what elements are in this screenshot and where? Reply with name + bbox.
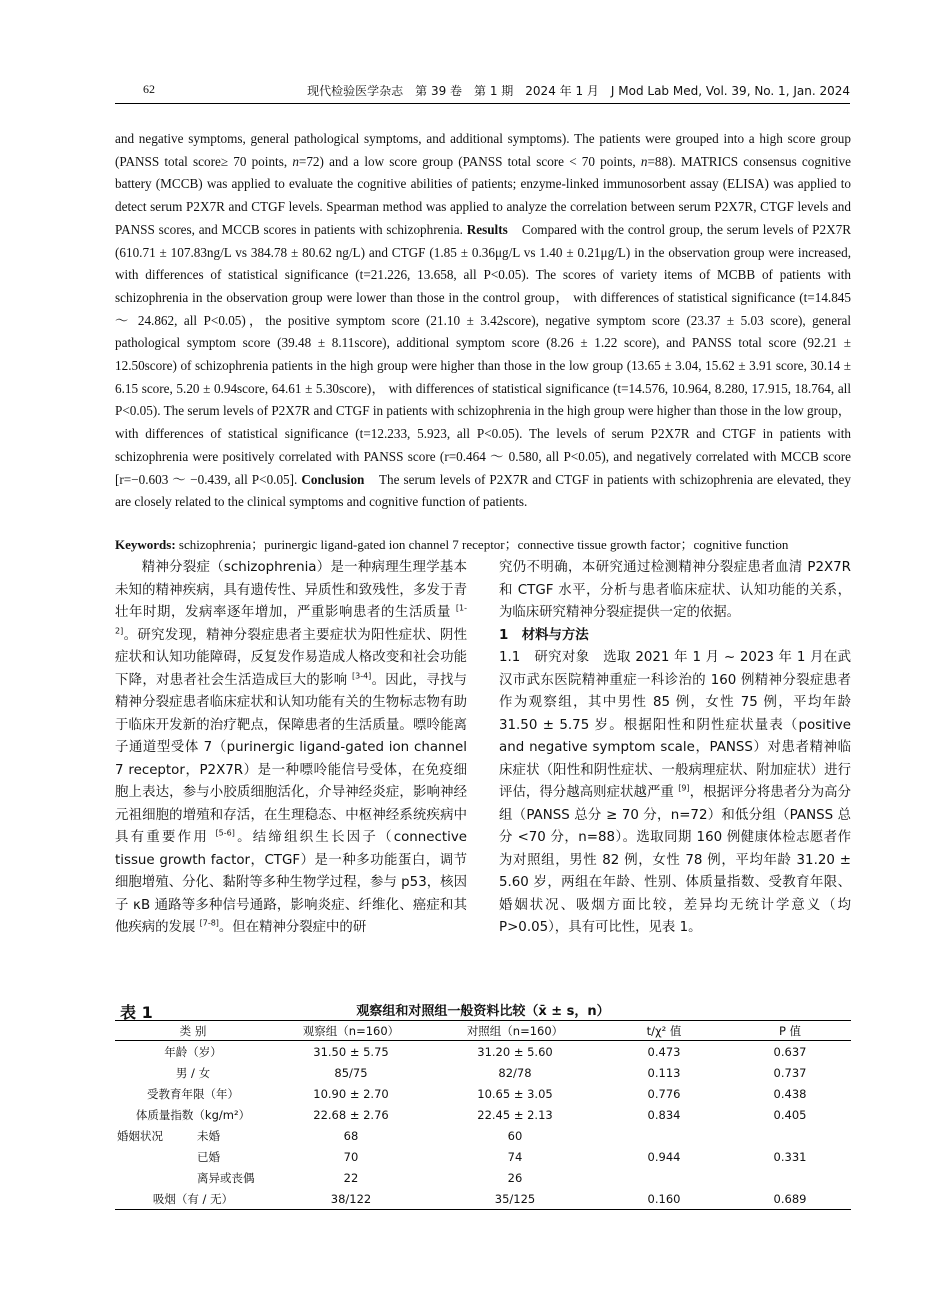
table-header-row bbox=[115, 1021, 851, 1041]
abstract-n-symbol-2: n bbox=[640, 153, 648, 169]
table-row bbox=[115, 1167, 851, 1188]
table-cell: 10.65 ± 3.05 bbox=[477, 1086, 553, 1101]
table-caption: 观察组和对照组一般资料比较（x̄ ± s，n） bbox=[356, 1004, 610, 1019]
table-row bbox=[115, 1104, 851, 1125]
citation: [3-4] bbox=[351, 671, 372, 681]
table-cell bbox=[599, 1167, 729, 1188]
table-row bbox=[115, 1041, 851, 1063]
table-row bbox=[115, 1188, 851, 1210]
table-cell: 吸烟（有 / 无） bbox=[115, 1188, 271, 1210]
intro-text: 精神分裂症（schizophrenia）是一种病理生理学基本未知的精神疾病，具有遗传性、异质性和致残性，多发于青壮年时期，发病率逐年增加，严重影响患者的生活质量 bbox=[115, 560, 467, 620]
results-label: Results bbox=[466, 221, 508, 237]
table-cell: 60 bbox=[507, 1128, 523, 1143]
comparison-table bbox=[115, 1020, 851, 1210]
intro-text-d: 。结缔组织生长因子（connective tissue growth factor，CTGF）是一种多功能蛋白，调节细胞增殖、分化、黏附等多种生物学过程，参与 p53，核因子 κB 通路等多种信号通路，影响炎症、纤维化、癌症和其他疾病的发展 bbox=[115, 830, 467, 935]
table-row bbox=[115, 1062, 851, 1083]
running-header: 现代检验医学杂志 第 39 卷 第 1 期 2024 年 1 月 J Mod Lab Med, Vol. 39, No. 1, Jan. 2024 bbox=[307, 84, 850, 98]
table-cell: 0.473 bbox=[647, 1044, 681, 1059]
page-number: 62 bbox=[143, 82, 155, 96]
results-text: Compared with the control group, the serum levels of P2X7R (610.71 ± 107.83ng/L vs 384.78 ± 80.62 ng/L) and CTGF (1.85 ± 0.36μg/L vs 1.40 ± 0.21μg/L) in the observation group were increased, with differences of statistical significance (t=21.226, 13.658, all P<0.05). The scores of variety items of MCBB of patients with schizophrenia in the observation group were lower than those in the control group， with differences of statistical significance (t=14.845 ～ 24.862, all P<0.05)，the positive symptom score (21.10 ± 3.42score), negative symptom score (23.37 ± 5.03 score), general pathological symptom score (39.48 ± 8.11score), additional symptom score (8.26 ± 1.22 score), and PANSS total score (92.21 ± 12.50score) of schizophrenia patients in the high group were higher than those in the low group (13.65 ± 3.04, 15.62 ± 3.91 score, 30.14 ± 6.15 score, 5.20 ± 0.94score, 64.61 ± 5.30score)， with differences of statistical significance (t=14.576, 10.964, 8.280, 17.915, 18.764, all P<0.05). The serum levels of P2X7R and CTGF in patients with schizophrenia in the high group were higher than those in the low group，with differences of statistical significance (t=12.233, 5.923, all P<0.05). The levels of serum P2X7R and CTGF in patients with schizophrenia were positively correlated with PANSS score (r=0.464 ～ 0.580, all P<0.05), and negatively correlated with MCCB score [r=−0.603 ～ −0.439, all P<0.05]. bbox=[115, 221, 851, 487]
header-rule bbox=[115, 103, 850, 104]
table-header-cell: 观察组（n=160） bbox=[271, 1021, 431, 1041]
intro-text-e: 。但在精神分裂症中的研 bbox=[218, 920, 367, 935]
table-cell: 35/125 bbox=[431, 1188, 599, 1210]
conclusion-label: Conclusion bbox=[301, 471, 365, 487]
table-cell bbox=[115, 1167, 271, 1188]
table-cell: 38/122 bbox=[271, 1188, 431, 1210]
table-cell: 85/75 bbox=[334, 1065, 368, 1080]
english-abstract bbox=[115, 128, 851, 514]
table-row bbox=[115, 1125, 851, 1146]
body-left-column bbox=[115, 557, 467, 940]
subsection-text: 选取 2021 年 1 月 ~ 2023 年 1 月在武汉市武东医院精神重症一科诊治的 160 例精神分裂症患者作为观察组，其中男性 85 例，女性 75 例，平均年龄 31.50 ± 5.75 岁。根据阳性和阴性症状量表（positive and negative symptom scale，PANSS）对患者精神临床症状（阳性和阴性症状、一般病理症状、附加症状）进行评估，得分越高则症状越严重 bbox=[499, 650, 851, 800]
table-cell: 0.834 bbox=[647, 1107, 681, 1122]
table-row bbox=[115, 1083, 851, 1104]
citation: [7-8] bbox=[199, 918, 219, 928]
abstract-methods-text-b: =72) and a low score group (PANSS total score < 70 points, bbox=[298, 153, 641, 169]
section-heading: 1 材料与方法 bbox=[499, 627, 589, 643]
table-cell: 26 bbox=[507, 1170, 523, 1185]
row-subcategory: 未婚 bbox=[197, 1128, 220, 1143]
intro-text-b: 。研究发现，精神分裂症患者主要症状为阳性症状、阴性症状和认知功能障碍，反复发作易造成人格改变和社会功能下降，对患者社会生活造成巨大的影响 bbox=[115, 627, 467, 688]
table-cell: 0.737 bbox=[773, 1065, 807, 1080]
abstract-n-symbol: n bbox=[292, 153, 299, 169]
citation: [5-6] bbox=[215, 828, 235, 838]
conclusion-text: The serum levels of P2X7R and CTGF in patients with schizophrenia are elevated, they are closely related to the clinical symptoms and cognitive function of patients. bbox=[115, 471, 851, 510]
table-cell: 体质量指数（kg/m²） bbox=[135, 1107, 251, 1122]
table-row bbox=[115, 1146, 851, 1167]
table-cell: 22.45 ± 2.13 bbox=[477, 1107, 553, 1122]
intro-text-c: 。因此，寻找与精神分裂症患者临床症状和认知功能有关的生物标志物有助于临床开发新的治疗靶点，保障患者的生活质量。嘌呤能离子通道型受体 7（purinergic ligand-gated ion channel 7 receptor，P2X7R）是一种嘌呤能信号受体，在免疫细胞上表达，参与小胶质细胞活化，介导神经炎症，影响神经元祖细胞的增殖和存活，在生理稳态、中枢神经系统疾病中具有重要作用 bbox=[115, 672, 468, 845]
subsection-text-b: ，根据评分将患者分为高分组（PANSS 总分 ≥ 70 分，n=72）和低分组（PANSS 总分 <70 分，n=88）。选取同期 160 例健康体检志愿者作为对照组，男性 82 例，女性 78 例，平均年龄 31.20 ± 5.60 岁，两组在年龄、性别、体质量指数、受教育年限、婚姻状况、吸烟方面比较，差异均无统计学意义（均 P>0.05），具有可比性，见表 1。 bbox=[499, 785, 851, 935]
body-right-column bbox=[499, 557, 851, 940]
table-header-cell: 类 别 bbox=[115, 1021, 271, 1041]
table-cell: 0.113 bbox=[647, 1065, 681, 1080]
table-cell: 22.68 ± 2.76 bbox=[313, 1107, 389, 1122]
table-cell: 0.637 bbox=[773, 1044, 807, 1059]
table-cell: 0.944 bbox=[647, 1149, 681, 1164]
table-cell: 0.160 bbox=[599, 1188, 729, 1210]
keywords-label: Keywords: bbox=[115, 537, 176, 552]
table-cell: 男 / 女 bbox=[175, 1065, 211, 1080]
row-subcategory: 离异或丧偶 bbox=[197, 1170, 255, 1185]
table-cell bbox=[729, 1125, 851, 1146]
table-cell: 31.50 ± 5.75 bbox=[313, 1044, 389, 1059]
abstract-methods-text-c: =88). MATRICS consensus cognitive battery (MCCB) was applied to evaluate the cognitive abilities of patients; enzyme-linked immunosorbent assay (ELISA) was applied to detect serum P2X7R and CTGF levels. Spearman method was applied to analyze the correlation between serum P2X7R, CTGF levels and PANSS scores, and MCCB scores in patients with schizophrenia. bbox=[115, 153, 851, 237]
row-category: 婚姻状况 bbox=[117, 1128, 163, 1143]
abstract-methods-text: and negative symptoms, general pathological symptoms, and additional symptoms). The patients were grouped into a high score group (PANSS total score≥ 70 points, bbox=[115, 131, 851, 169]
table-cell: 0.438 bbox=[773, 1086, 807, 1101]
table-cell: 22 bbox=[343, 1170, 359, 1185]
keywords-line bbox=[115, 534, 851, 553]
table-cell bbox=[599, 1125, 729, 1146]
subsection-heading: 1.1 研究对象 bbox=[499, 650, 590, 665]
table-label: 表 1 bbox=[120, 1003, 153, 1022]
citation: [9] bbox=[678, 783, 690, 793]
table-cell: 年龄（岁） bbox=[164, 1044, 222, 1059]
table-cell: 0.331 bbox=[773, 1149, 807, 1164]
table-cell: 0.689 bbox=[729, 1188, 851, 1210]
table-cell bbox=[115, 1125, 271, 1146]
table-cell bbox=[729, 1167, 851, 1188]
intro-continued: 究仍不明确，本研究通过检测精神分裂症患者血清 P2X7R 和 CTGF 水平，分析与患者临床症状、认知功能的关系，为临床研究精神分裂症提供一定的依据。 bbox=[499, 560, 851, 620]
table-header-cell: P 值 bbox=[729, 1021, 851, 1041]
citation: [1-2] bbox=[115, 603, 467, 636]
table-cell: 0.776 bbox=[647, 1086, 681, 1101]
table-cell: 受教育年限（年） bbox=[147, 1086, 239, 1101]
table-header-cell: 对照组（n=160） bbox=[431, 1021, 599, 1041]
table-cell: 0.405 bbox=[773, 1107, 807, 1122]
table-cell: 68 bbox=[343, 1128, 359, 1143]
keywords-text: schizophrenia；purinergic ligand-gated ion channel 7 receptor；connective tissue growth factor；cognitive function bbox=[175, 537, 789, 552]
table-cell: 70 bbox=[343, 1149, 359, 1164]
table-header-cell: t/χ² 值 bbox=[599, 1021, 729, 1041]
row-subcategory: 已婚 bbox=[197, 1149, 220, 1164]
table-cell: 82/78 bbox=[498, 1065, 532, 1080]
table-cell: 74 bbox=[507, 1149, 523, 1164]
table-cell: 10.90 ± 2.70 bbox=[313, 1086, 389, 1101]
table-cell bbox=[115, 1146, 271, 1167]
table-cell: 31.20 ± 5.60 bbox=[477, 1044, 553, 1059]
